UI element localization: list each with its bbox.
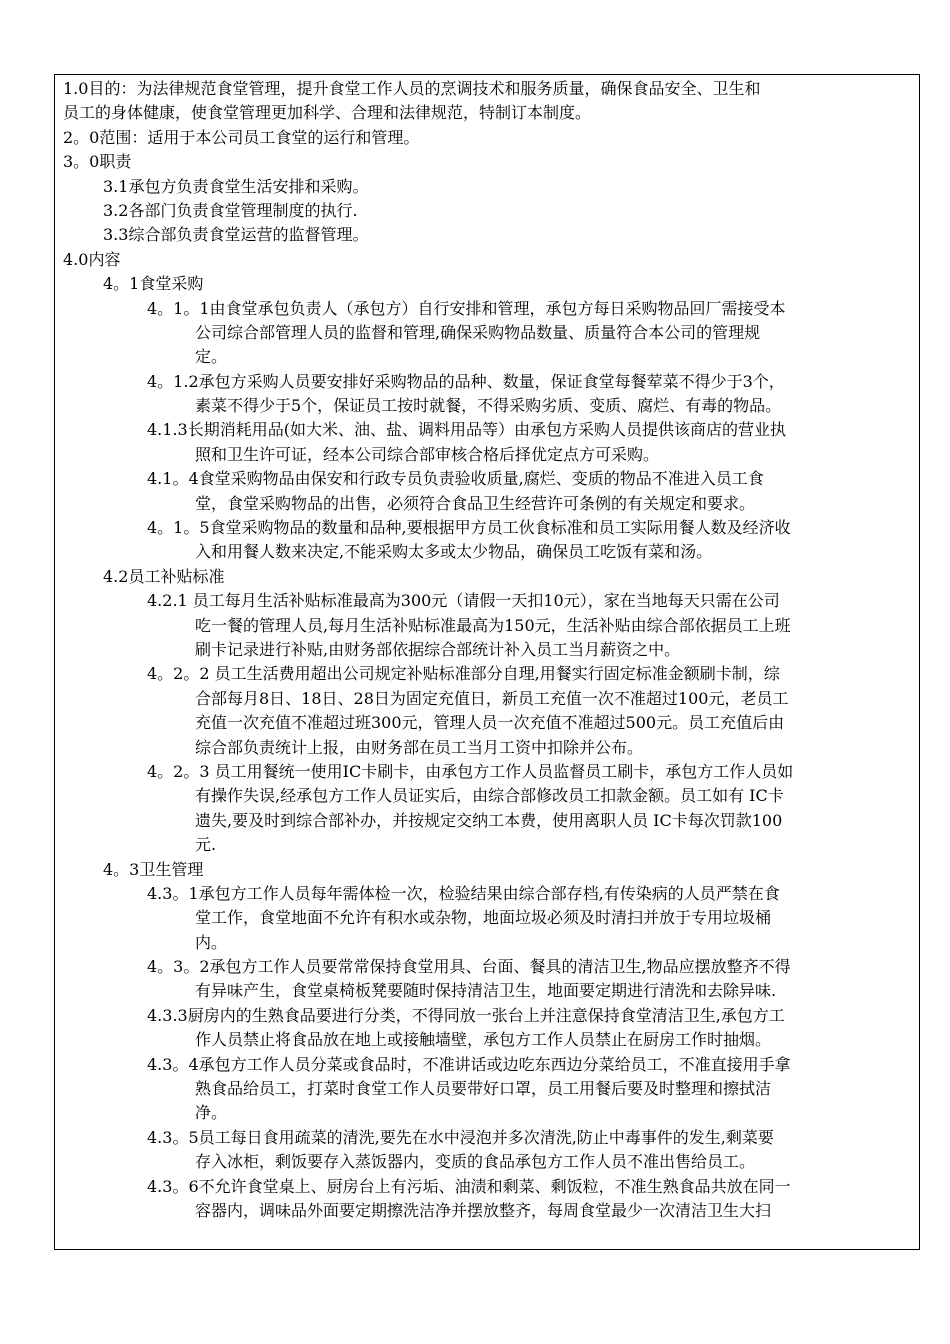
text-line: 4.0内容 bbox=[63, 249, 121, 269]
text-line: 4。2。3 员工用餐统一使用IC卡刷卡，由承包方工作人员监督员工刷卡，承包方工作人员如 bbox=[147, 761, 794, 781]
text-line: 素菜不得少于5个，保证员工按时就餐，不得采购劣质、变质、腐烂、有毒的物品。 bbox=[195, 396, 782, 416]
text-line: 元. bbox=[195, 835, 217, 855]
text-line: 公司综合部管理人员的监督和管理,确保采购物品数量、质量符合本公司的管理规 bbox=[195, 322, 761, 342]
text-line: 3.2各部门负责食堂管理制度的执行. bbox=[103, 200, 358, 220]
text-line: 堂，食堂采购物品的出售，必须符合食品卫生经营许可条例的有关规定和要求。 bbox=[195, 493, 756, 513]
text-line: 4。1食堂采购 bbox=[103, 274, 204, 294]
document-body bbox=[63, 77, 915, 1223]
text-line: 3。0职责 bbox=[63, 152, 132, 172]
text-line: 4.1。4食堂采购物品由保安和行政专员负责验收质量,腐烂、变质的物品不准进入员工食 bbox=[147, 469, 764, 489]
text-line: 4.3。1承包方工作人员每年需体检一次，检验结果由综合部存档,有传染病的人员严禁在食 bbox=[147, 883, 780, 903]
text-line: 员工的身体健康，使食堂管理更加科学、合理和法律规范，特制订本制度。 bbox=[63, 103, 592, 123]
text-line: 4。1。1由食堂承包负责人（承包方）自行安排和管理，承包方每日采购物品回厂需接受本 bbox=[147, 298, 786, 318]
text-line: 3.1承包方负责食堂生活安排和采购。 bbox=[103, 176, 369, 196]
text-line: 4。2。2 员工生活费用超出公司规定补贴标准部分自理,用餐实行固定标准金额刷卡制，综 bbox=[147, 664, 780, 684]
text-line: 容器内，调味品外面要定期擦洗洁净并摆放整齐，每周食堂最少一次清洁卫生大扫 bbox=[195, 1200, 772, 1220]
text-line: 4。1.2承包方采购人员要安排好采购物品的品种、数量，保证食堂每餐荤菜不得少于3个， bbox=[147, 371, 785, 391]
text-line: 照和卫生许可证，经本公司综合部审核合格后择优定点方可采购。 bbox=[195, 444, 660, 464]
text-line: 有异味产生，食堂桌椅板凳要随时保持清洁卫生，地面要定期进行清洗和去除异味. bbox=[195, 981, 777, 1001]
text-line: 4.3。4承包方工作人员分菜或食品时，不准讲话或边吃东西边分菜给员工，不准直接用手拿 bbox=[147, 1054, 791, 1074]
text-line: 有操作失误,经承包方工作人员证实后，由综合部修改员工扣款金额。员工如有 IC卡 bbox=[195, 786, 784, 806]
text-line: 4.2.1 员工每月生活补贴标准最高为300元（请假一天扣10元），家在当地每天只需在公司 bbox=[147, 591, 780, 611]
text-line: 作人员禁止将食品放在地上或接触墙壁，承包方工作人员禁止在厨房工作时抽烟。 bbox=[195, 1030, 772, 1050]
text-line: 4.3。6不允许食堂桌上、厨房台上有污垢、油渍和剩菜、剩饭粒，不准生熟食品共放在同一 bbox=[147, 1176, 791, 1196]
text-line: 4.2员工补贴标准 bbox=[103, 566, 225, 586]
text-line: 熟食品给员工，打菜时食堂工作人员要带好口罩，员工用餐后要及时整理和擦拭洁 bbox=[195, 1079, 772, 1099]
text-line: 充值一次充值不准超过班300元，管理人员一次充值不准超过500元。员工充值后由 bbox=[195, 713, 785, 733]
text-line: 2。0范围：适用于本公司员工食堂的运行和管理。 bbox=[63, 127, 420, 147]
text-line: 4.1.3长期消耗用品(如大米、油、盐、调料用品等）由承包方采购人员提供该商店的营业执 bbox=[147, 420, 786, 440]
text-line: 定。 bbox=[195, 347, 228, 367]
text-line: 净。 bbox=[195, 1103, 228, 1123]
text-line: 遗失,要及时到综合部补办，并按规定交纳工本费，使用离职人员 IC卡每次罚款100 bbox=[195, 810, 783, 830]
text-line: 合部每月8日、18日、28日为固定充值日，新员工充值一次不准超过100元，老员工 bbox=[195, 688, 789, 708]
document-frame bbox=[54, 74, 920, 1250]
text-line: 吃一餐的管理人员,每月生活补贴标准最高为150元，生活补贴由综合部依据员工上班 bbox=[195, 615, 791, 635]
text-line: 4.3.3厨房内的生熟食品要进行分类，不得同放一张台上并注意保持食堂清洁卫生,承包方工 bbox=[147, 1005, 785, 1025]
text-line: 刷卡记录进行补贴,由财务部依据综合部统计补入员工当月薪资之中。 bbox=[195, 639, 681, 659]
text-line: 综合部负责统计上报，由财务部在员工当月工资中扣除并公布。 bbox=[195, 737, 644, 757]
text-line: 1.0目的：为法律规范食堂管理，提升食堂工作人员的烹调技术和服务质量，确保食品安全、卫生和 bbox=[63, 79, 761, 98]
text-line: 4。3。2承包方工作人员要常常保持食堂用具、台面、餐具的清洁卫生,物品应摆放整齐不得 bbox=[147, 957, 791, 977]
text-line: 4。3卫生管理 bbox=[103, 859, 204, 879]
text-line: 堂工作，食堂地面不允许有积水或杂物，地面垃圾必须及时清扫并放于专用垃圾桶 bbox=[195, 908, 772, 928]
text-line: 4。1。5食堂采购物品的数量和品种,要根据甲方员工伙食标准和员工实际用餐人数及经济收 bbox=[147, 518, 791, 538]
text-line: 4.3。5员工每日食用疏菜的清洗,要先在水中浸泡并多次清洗,防止中毒事件的发生,剩菜要 bbox=[147, 1127, 774, 1147]
text-line: 内。 bbox=[195, 932, 228, 952]
text-line: 存入冰柜，剩饭要存入蒸饭器内，变质的食品承包方工作人员不准出售给员工。 bbox=[195, 1152, 756, 1172]
text-line: 入和用餐人数来决定,不能采购太多或太少物品，确保员工吃饭有菜和汤。 bbox=[195, 542, 713, 562]
text-line: 3.3综合部负责食堂运营的监督管理。 bbox=[103, 225, 369, 245]
